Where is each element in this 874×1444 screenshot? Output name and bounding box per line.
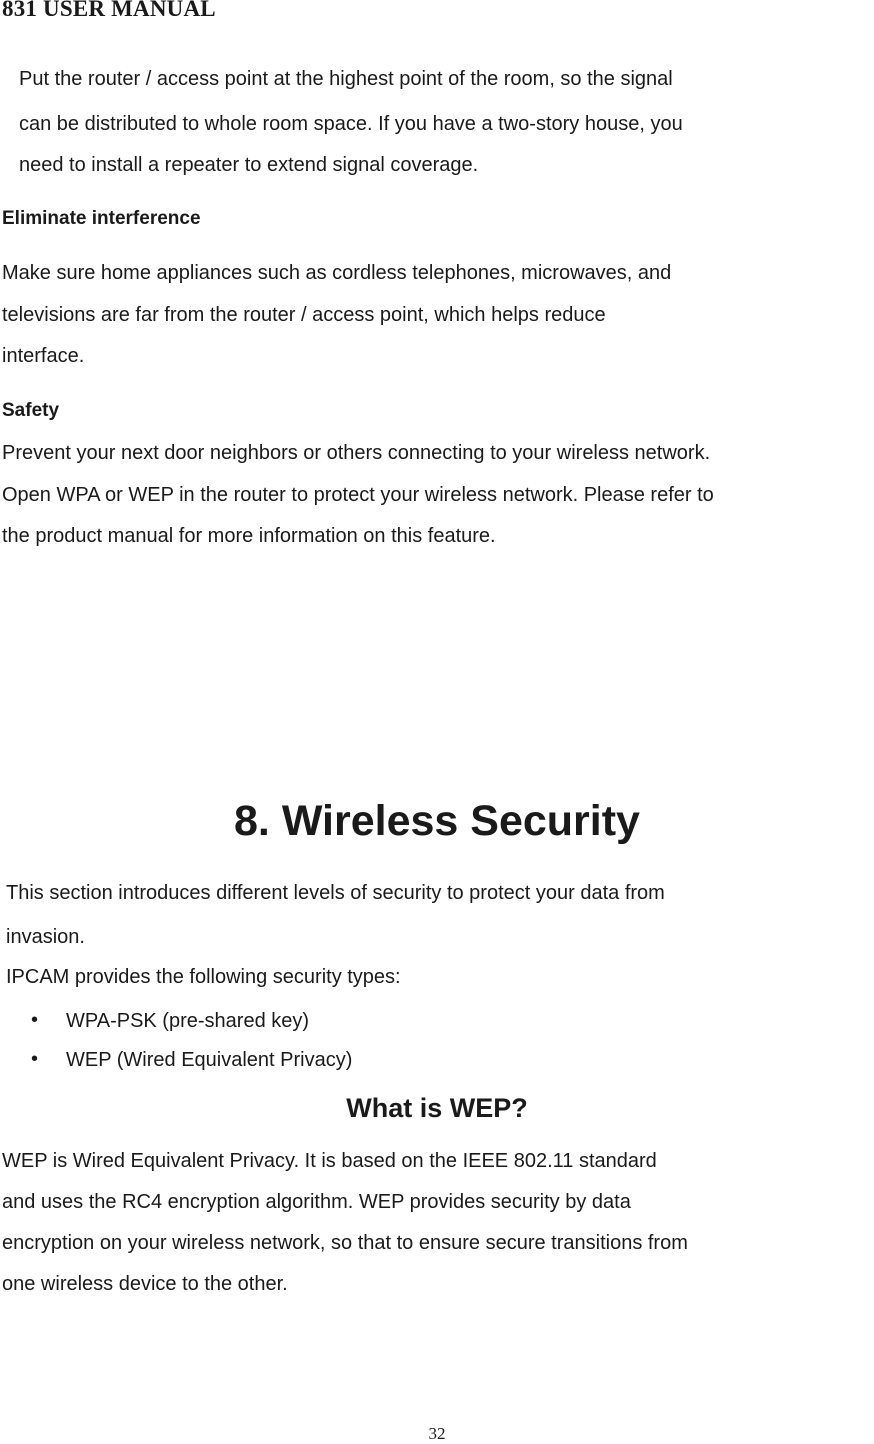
wep-line-4: one wireless device to the other. [2, 1273, 288, 1295]
section-title: 8. Wireless Security [234, 797, 640, 845]
safety-line-3: the product manual for more information on this feature. [2, 525, 496, 547]
bullet-icon: • [31, 1048, 39, 1070]
interference-line-2: televisions are far from the router / access point, which helps reduce [2, 304, 606, 326]
intro-line-3: need to install a repeater to extend signal coverage. [19, 154, 479, 176]
interference-heading: Eliminate interference [2, 208, 201, 229]
safety-heading: Safety [2, 400, 60, 421]
manual-header: 831 USER MANUAL [2, 0, 216, 21]
wep-line-1: WEP is Wired Equivalent Privacy. It is based on the IEEE 802.11 standard [2, 1150, 657, 1172]
wep-heading: What is WEP? [346, 1093, 528, 1123]
security-type-1: WPA-PSK (pre-shared key) [66, 1010, 310, 1032]
wep-line-3: encryption on your wireless network, so that to ensure secure transitions from [2, 1232, 688, 1254]
safety-line-2: Open WPA or WEP in the router to protect your wireless network. Please refer to [2, 484, 714, 506]
intro-line-1: Put the router / access point at the highest point of the room, so the signal [19, 68, 673, 90]
page-number: 32 [428, 1424, 446, 1443]
interference-line-3: interface. [2, 345, 85, 367]
security-type-2: WEP (Wired Equivalent Privacy) [66, 1049, 353, 1071]
interference-line-1: Make sure home appliances such as cordless telephones, microwaves, and [2, 262, 672, 284]
security-intro-line-2: invasion. [6, 926, 85, 948]
bullet-icon: • [31, 1009, 39, 1031]
intro-line-2: can be distributed to whole room space. If you have a two-story house, you [19, 113, 683, 135]
wep-line-2: and uses the RC4 encryption algorithm. WEP provides security by data [2, 1191, 631, 1213]
security-intro-line-1: This section introduces different levels of security to protect your data from [6, 882, 665, 904]
security-intro-line-3: IPCAM provides the following security types: [6, 966, 401, 988]
safety-line-1: Prevent your next door neighbors or others connecting to your wireless network. [2, 442, 711, 464]
